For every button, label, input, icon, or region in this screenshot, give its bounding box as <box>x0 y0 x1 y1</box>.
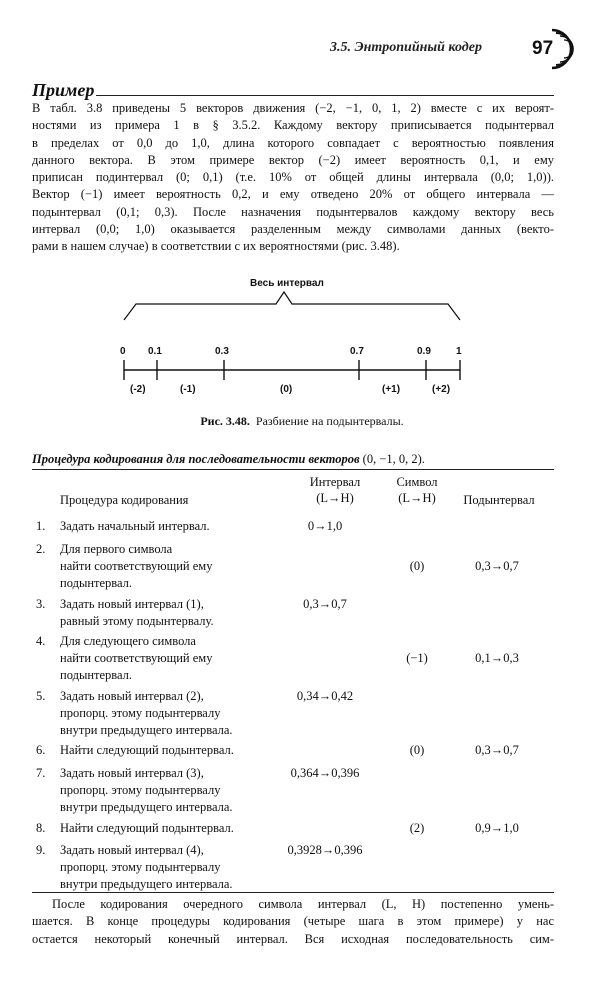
step-description <box>60 742 300 759</box>
subinterval-cell: 0,3→0,7 <box>475 559 519 573</box>
step-description-line: Задать новый интервал (4), <box>60 843 204 857</box>
step-description-line: Для следующего символа <box>60 634 196 648</box>
figure-caption-text: Разбиение на подынтервалы. <box>255 414 404 428</box>
step-number: 9. <box>36 843 46 857</box>
interval-cell: 0,3928→0,396 <box>287 843 363 857</box>
column-header-symbol <box>382 474 452 506</box>
symbol-header-line: (L→H) <box>398 491 436 505</box>
step-number: 1. <box>36 519 46 533</box>
step-description-line: подынтервал. <box>60 668 133 682</box>
symbol-cell: (0) <box>409 559 425 573</box>
section-heading: Пример <box>32 80 95 100</box>
step-description-line: Найти следующий подынтервал. <box>60 821 234 835</box>
symbol-header-line: Символ <box>396 475 438 489</box>
table-title-italic: Процедура кодирования для последовательности векторов <box>32 452 360 466</box>
symbol-cell: (0) <box>409 743 425 757</box>
tick-label: 0.9 <box>417 346 431 357</box>
step-description <box>60 820 300 837</box>
segment-label: (+1) <box>382 384 401 395</box>
step-description-line: равный этому подынтервалу. <box>60 614 214 628</box>
step-number: 3. <box>36 597 46 611</box>
interval-figure <box>100 276 500 406</box>
table-title <box>32 452 425 467</box>
paragraph-line: интервал (0,0; 1,0) оказывается разделенным между символами данных (векто- <box>32 222 554 237</box>
step-description-line: Для первого символа <box>60 542 173 556</box>
interval-header-line: (L→H) <box>316 491 354 505</box>
paragraph-line: рами в нашем случае) в соответствии с их вероятностями (рис. 3.48). <box>32 239 400 254</box>
step-description <box>60 633 300 684</box>
step-description-line: Найти следующий подынтервал. <box>60 743 234 757</box>
paragraph-line: Вектор (−1) имеет вероятность 0,2, и ему отведено 20% от общего интервала — <box>32 187 554 202</box>
heading-rule <box>96 95 554 96</box>
figure-caption-number: Рис. 3.48. <box>200 414 250 428</box>
step-number: 6. <box>36 743 46 757</box>
step-description <box>60 842 300 893</box>
step-description-line: найти соответствующий ему <box>60 651 213 665</box>
step-description-line: внутри предыдущего интервала. <box>60 877 233 891</box>
paragraph-line: в пределах от 0,0 до 1,0, длина которого совпадает с вероятностью появления <box>32 135 554 150</box>
step-description-line: Задать новый интервал (1), <box>60 597 204 611</box>
segment-label: (-2) <box>130 384 146 395</box>
interval-cell: 0,364→0,396 <box>290 766 360 780</box>
step-description <box>60 688 300 739</box>
figure-caption <box>0 414 604 429</box>
column-header-subinterval: Подынтервал <box>463 493 535 507</box>
closing-paragraph <box>32 896 554 948</box>
running-title: 3.5. Энтропийный кодер <box>330 40 482 55</box>
subinterval-cell: 0,1→0,3 <box>475 651 519 665</box>
step-description-line: подынтервал. <box>60 576 133 590</box>
interval-cell: 0,34→0,42 <box>296 689 354 703</box>
paragraph-line: остается некоторый конечный интервал. Вся исходная последовательность сим- <box>32 931 554 946</box>
paragraph-line: ностями из примера 1 в § 3.5.2. Каждому вектору приписывается подынтервал <box>32 118 554 133</box>
step-description-line: Задать новый интервал (2), <box>60 689 204 703</box>
step-description-line: пропорц. этому подынтервалу <box>60 706 221 720</box>
step-description <box>60 765 300 816</box>
step-description-line: Задать начальный интервал. <box>60 519 210 533</box>
segment-label: (0) <box>280 384 293 395</box>
paragraph-line: После кодирования очередного символа интервал (L, H) постепенно умень- <box>52 897 554 911</box>
step-number: 2. <box>36 542 46 556</box>
paragraph-line: приписан подинтервал (0; 0,1) (т.е. 10% от общей длины интервала (0,0; 1,0)). <box>32 170 554 185</box>
table-top-rule <box>32 469 554 470</box>
intro-paragraph <box>32 100 554 256</box>
subinterval-cell: 0,9→1,0 <box>475 821 519 835</box>
column-header-interval <box>290 474 380 506</box>
tick-label: 0.7 <box>350 346 364 357</box>
step-description-line: внутри предыдущего интервала. <box>60 723 233 737</box>
subinterval-cell: 0,3→0,7 <box>475 743 519 757</box>
table-title-sequence: (0, −1, 0, 2). <box>362 452 425 466</box>
step-number: 7. <box>36 766 46 780</box>
tick-label: 0.1 <box>148 346 162 357</box>
step-number: 8. <box>36 821 46 835</box>
page-number-badge <box>528 24 576 74</box>
paragraph-line: подынтервал (0,1; 0,3). После назначения подынтервалов каждому вектору весь <box>32 204 554 219</box>
step-description-line: внутри предыдущего интервала. <box>60 800 233 814</box>
paragraph-line: шается. В конце процедуры кодирования (четыре шага в этом примере) у нас <box>32 914 554 929</box>
step-description-line: пропорц. этому подынтервалу <box>60 860 221 874</box>
tick-label: 1 <box>456 346 462 357</box>
step-number: 5. <box>36 689 46 703</box>
whole-interval-label: Весь интервал <box>250 278 324 289</box>
interval-cell: 0,3→0,7 <box>303 597 347 611</box>
step-description-line: найти соответствующий ему <box>60 559 213 573</box>
step-description <box>60 541 300 592</box>
column-header-procedure: Процедура кодирования <box>60 493 189 507</box>
symbol-cell: (−1) <box>406 651 428 665</box>
paragraph-line: В табл. 3.8 приведены 5 векторов движения (−2, −1, 0, 1, 2) вместе с их вероят- <box>32 101 554 115</box>
tick-label: 0.3 <box>215 346 229 357</box>
step-description-line: пропорц. этому подынтервалу <box>60 783 221 797</box>
segment-label: (-1) <box>180 384 196 395</box>
segment-label: (+2) <box>432 384 451 395</box>
symbol-cell: (2) <box>409 821 425 835</box>
step-description <box>60 518 300 535</box>
step-description <box>60 596 300 630</box>
step-description-line: Задать новый интервал (3), <box>60 766 204 780</box>
whole-interval-brace <box>124 292 460 320</box>
step-number: 4. <box>36 634 46 648</box>
interval-cell: 0→1,0 <box>307 519 343 533</box>
tick-label: 0 <box>120 346 126 357</box>
page-number: 97 <box>532 38 554 59</box>
interval-header-line: Интервал <box>309 475 361 489</box>
paragraph-line: данного вектора. В этом примере вектор (−2) имеет вероятность 0,1, и ему <box>32 152 554 167</box>
table-bottom-rule <box>32 892 554 893</box>
